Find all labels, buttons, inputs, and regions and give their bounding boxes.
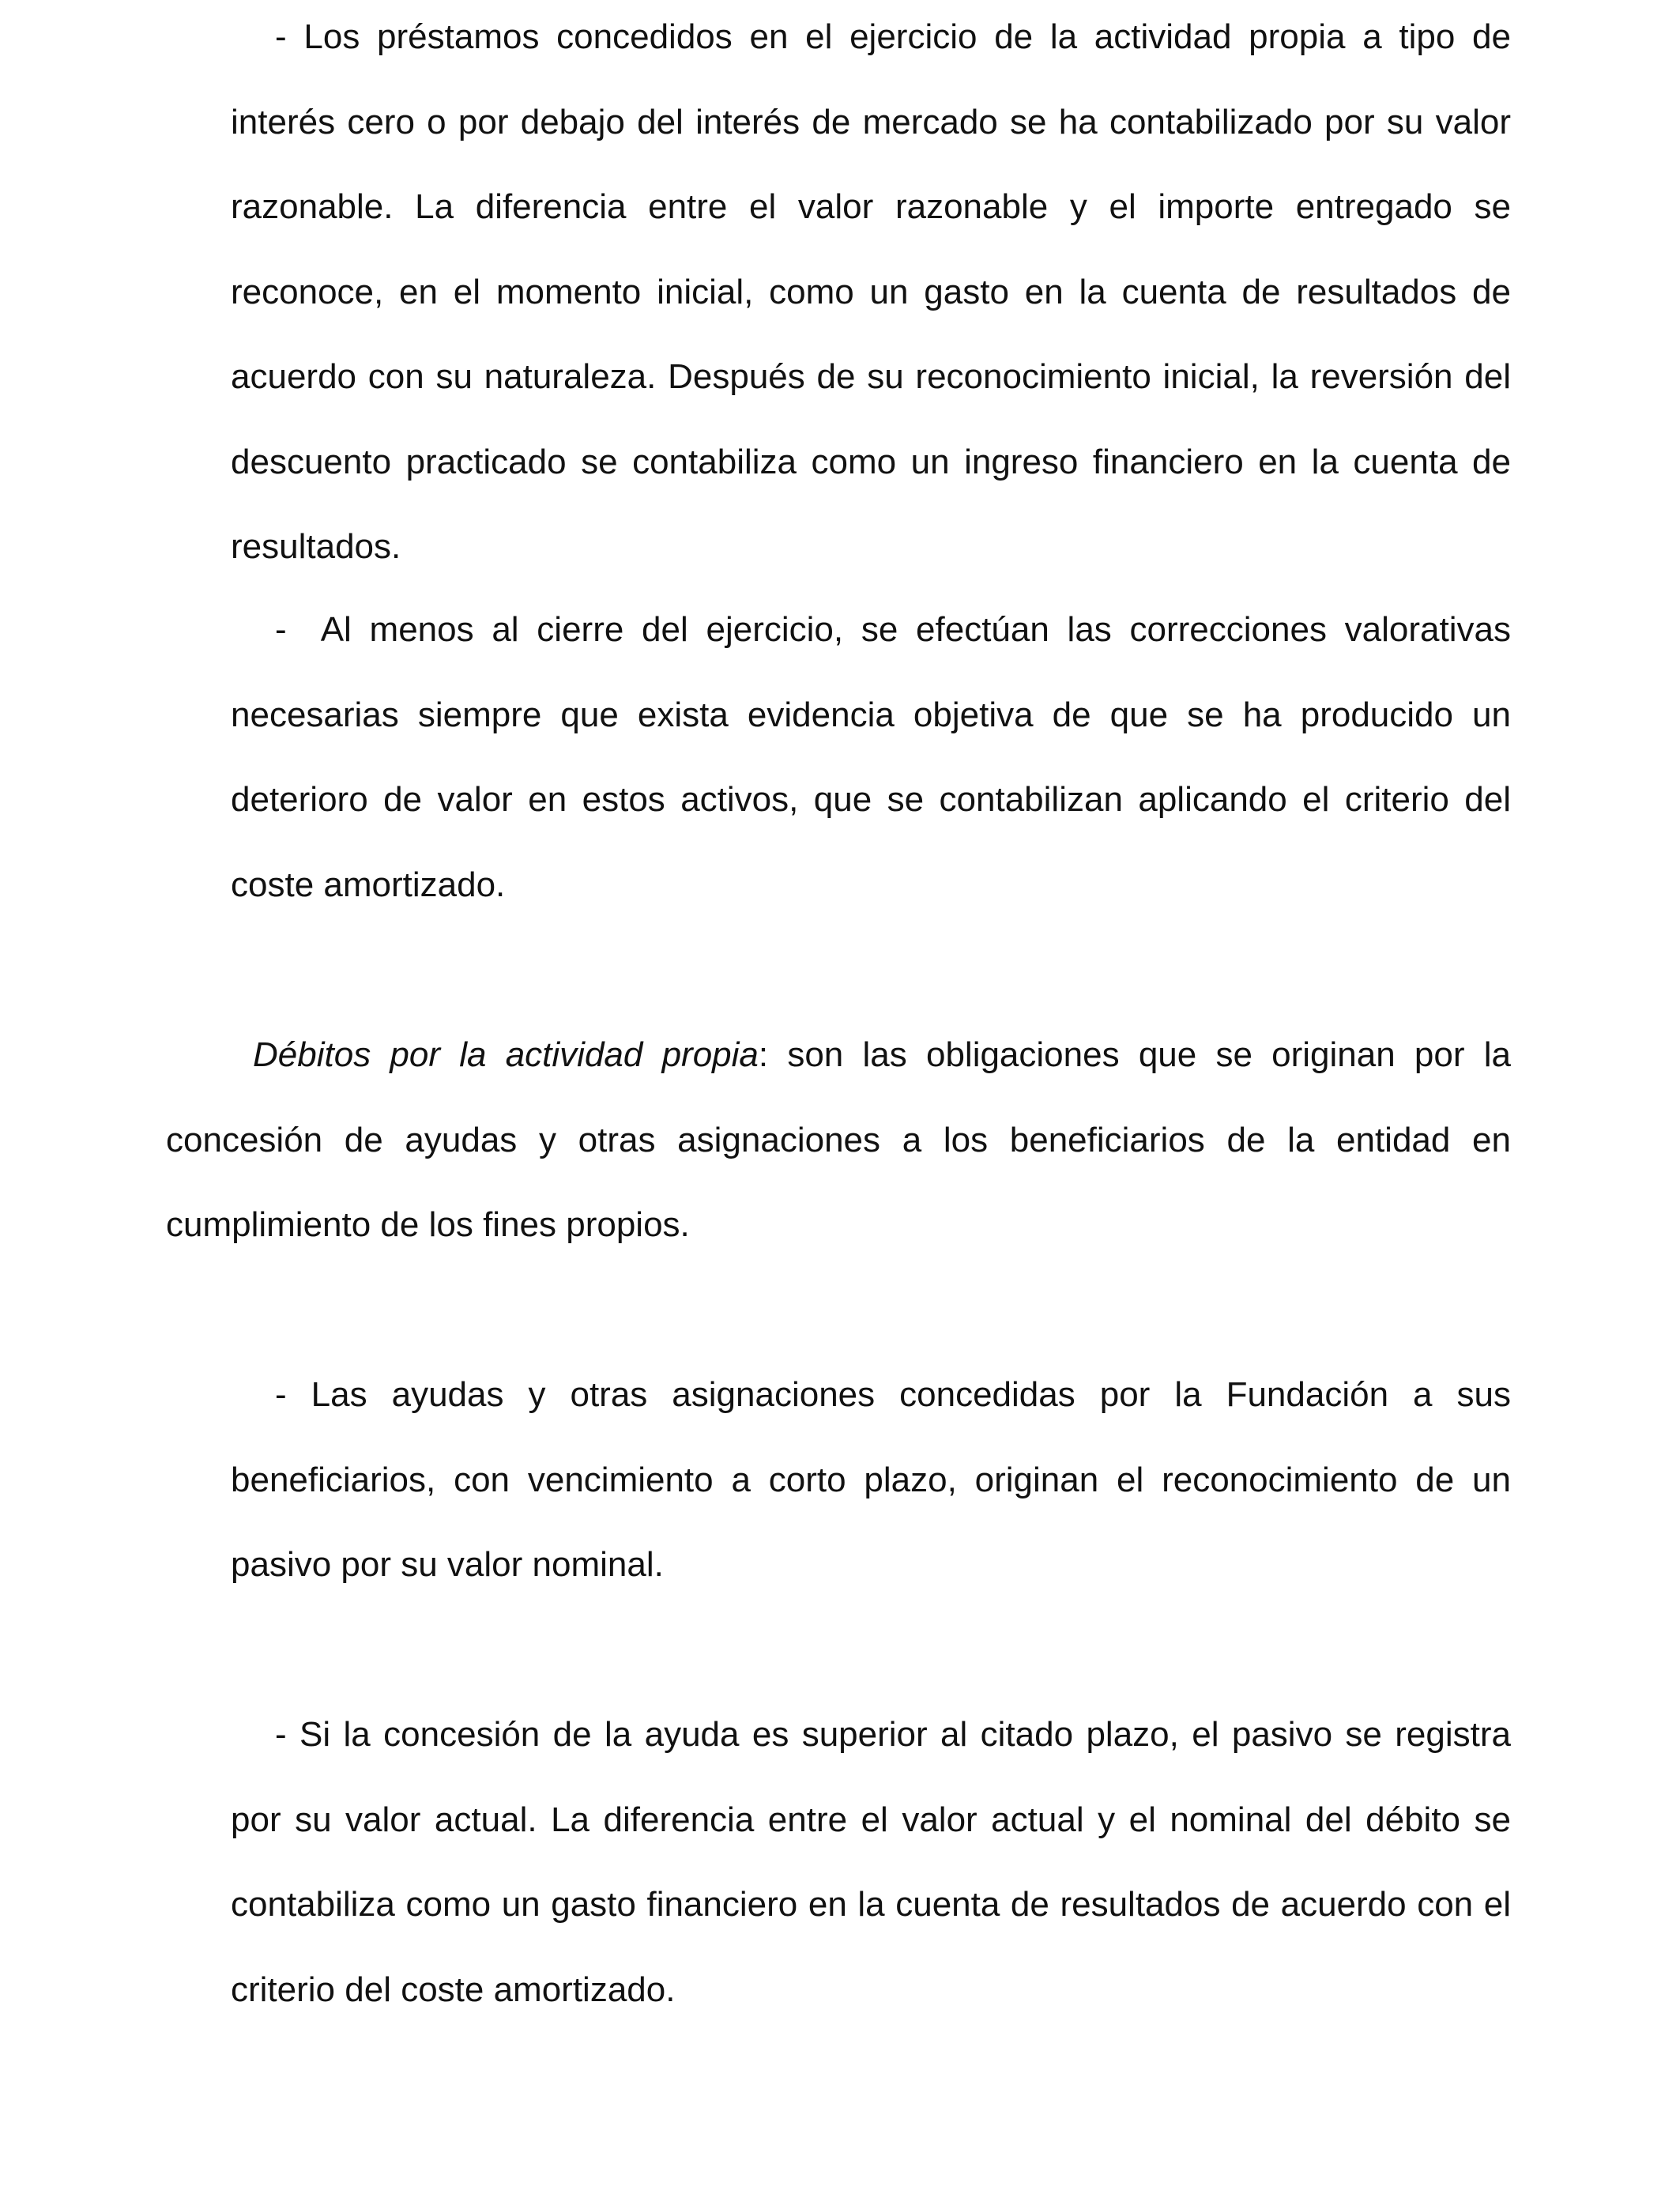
bullet-dash: - (275, 17, 304, 56)
bullet-paragraph-long-term-aid (231, 1692, 1511, 2032)
paragraph-text: : son las obligaciones que se originan por la concesión de ayudas y otras asignaciones a los beneficiarios de la entidad en cumplimiento de los fines propios. (166, 1035, 1511, 1244)
paragraph-text: Si la concesión de la ayuda es superior al citado plazo, el pasivo se registra por su valor actual. La diferencia entre el valor actual y el nominal del débito se contabiliza como un gasto financiero en la cuenta de resultados de acuerdo con el criterio del coste amortizado. (231, 1715, 1511, 2009)
paragraph-text: Los préstamos concedidos en el ejercicio de la actividad propia a tipo de interés cero o por debajo del interés de mercado se ha contabilizado por su valor razonable. La diferencia entre el valor razonable y el importe entregado se reconoce, en el momento inicial, como un gasto en la cuenta de resultados de acuerdo con su naturaleza. Después de su reconocimiento inicial, la reversión del descuento practicado se contabiliza como un ingreso financiero en la cuenta de resultados. (231, 17, 1511, 566)
bullet-paragraph-impairment (231, 587, 1511, 927)
definition-paragraph-debits (166, 1012, 1511, 1268)
defined-term: Débitos por la actividad propia (253, 1035, 759, 1074)
paragraph-text: Al menos al cierre del ejercicio, se efectúan las correcciones valorativas necesarias siempre que exista evidencia objetiva de que se ha producido un deterioro de valor en estos activos, que se contabilizan aplicando el criterio del coste amortizado. (231, 610, 1511, 904)
bullet-dash: - (275, 1715, 300, 1754)
bullet-dash: - (275, 610, 321, 649)
bullet-dash: - (275, 1375, 311, 1414)
bullet-paragraph-loans (231, 0, 1511, 590)
bullet-paragraph-short-term-aid (231, 1352, 1511, 1608)
paragraph-text: Las ayudas y otras asignaciones concedidas por la Fundación a sus beneficiarios, con vencimiento a corto plazo, originan el reconocimiento de un pasivo por su valor nominal. (231, 1375, 1511, 1584)
